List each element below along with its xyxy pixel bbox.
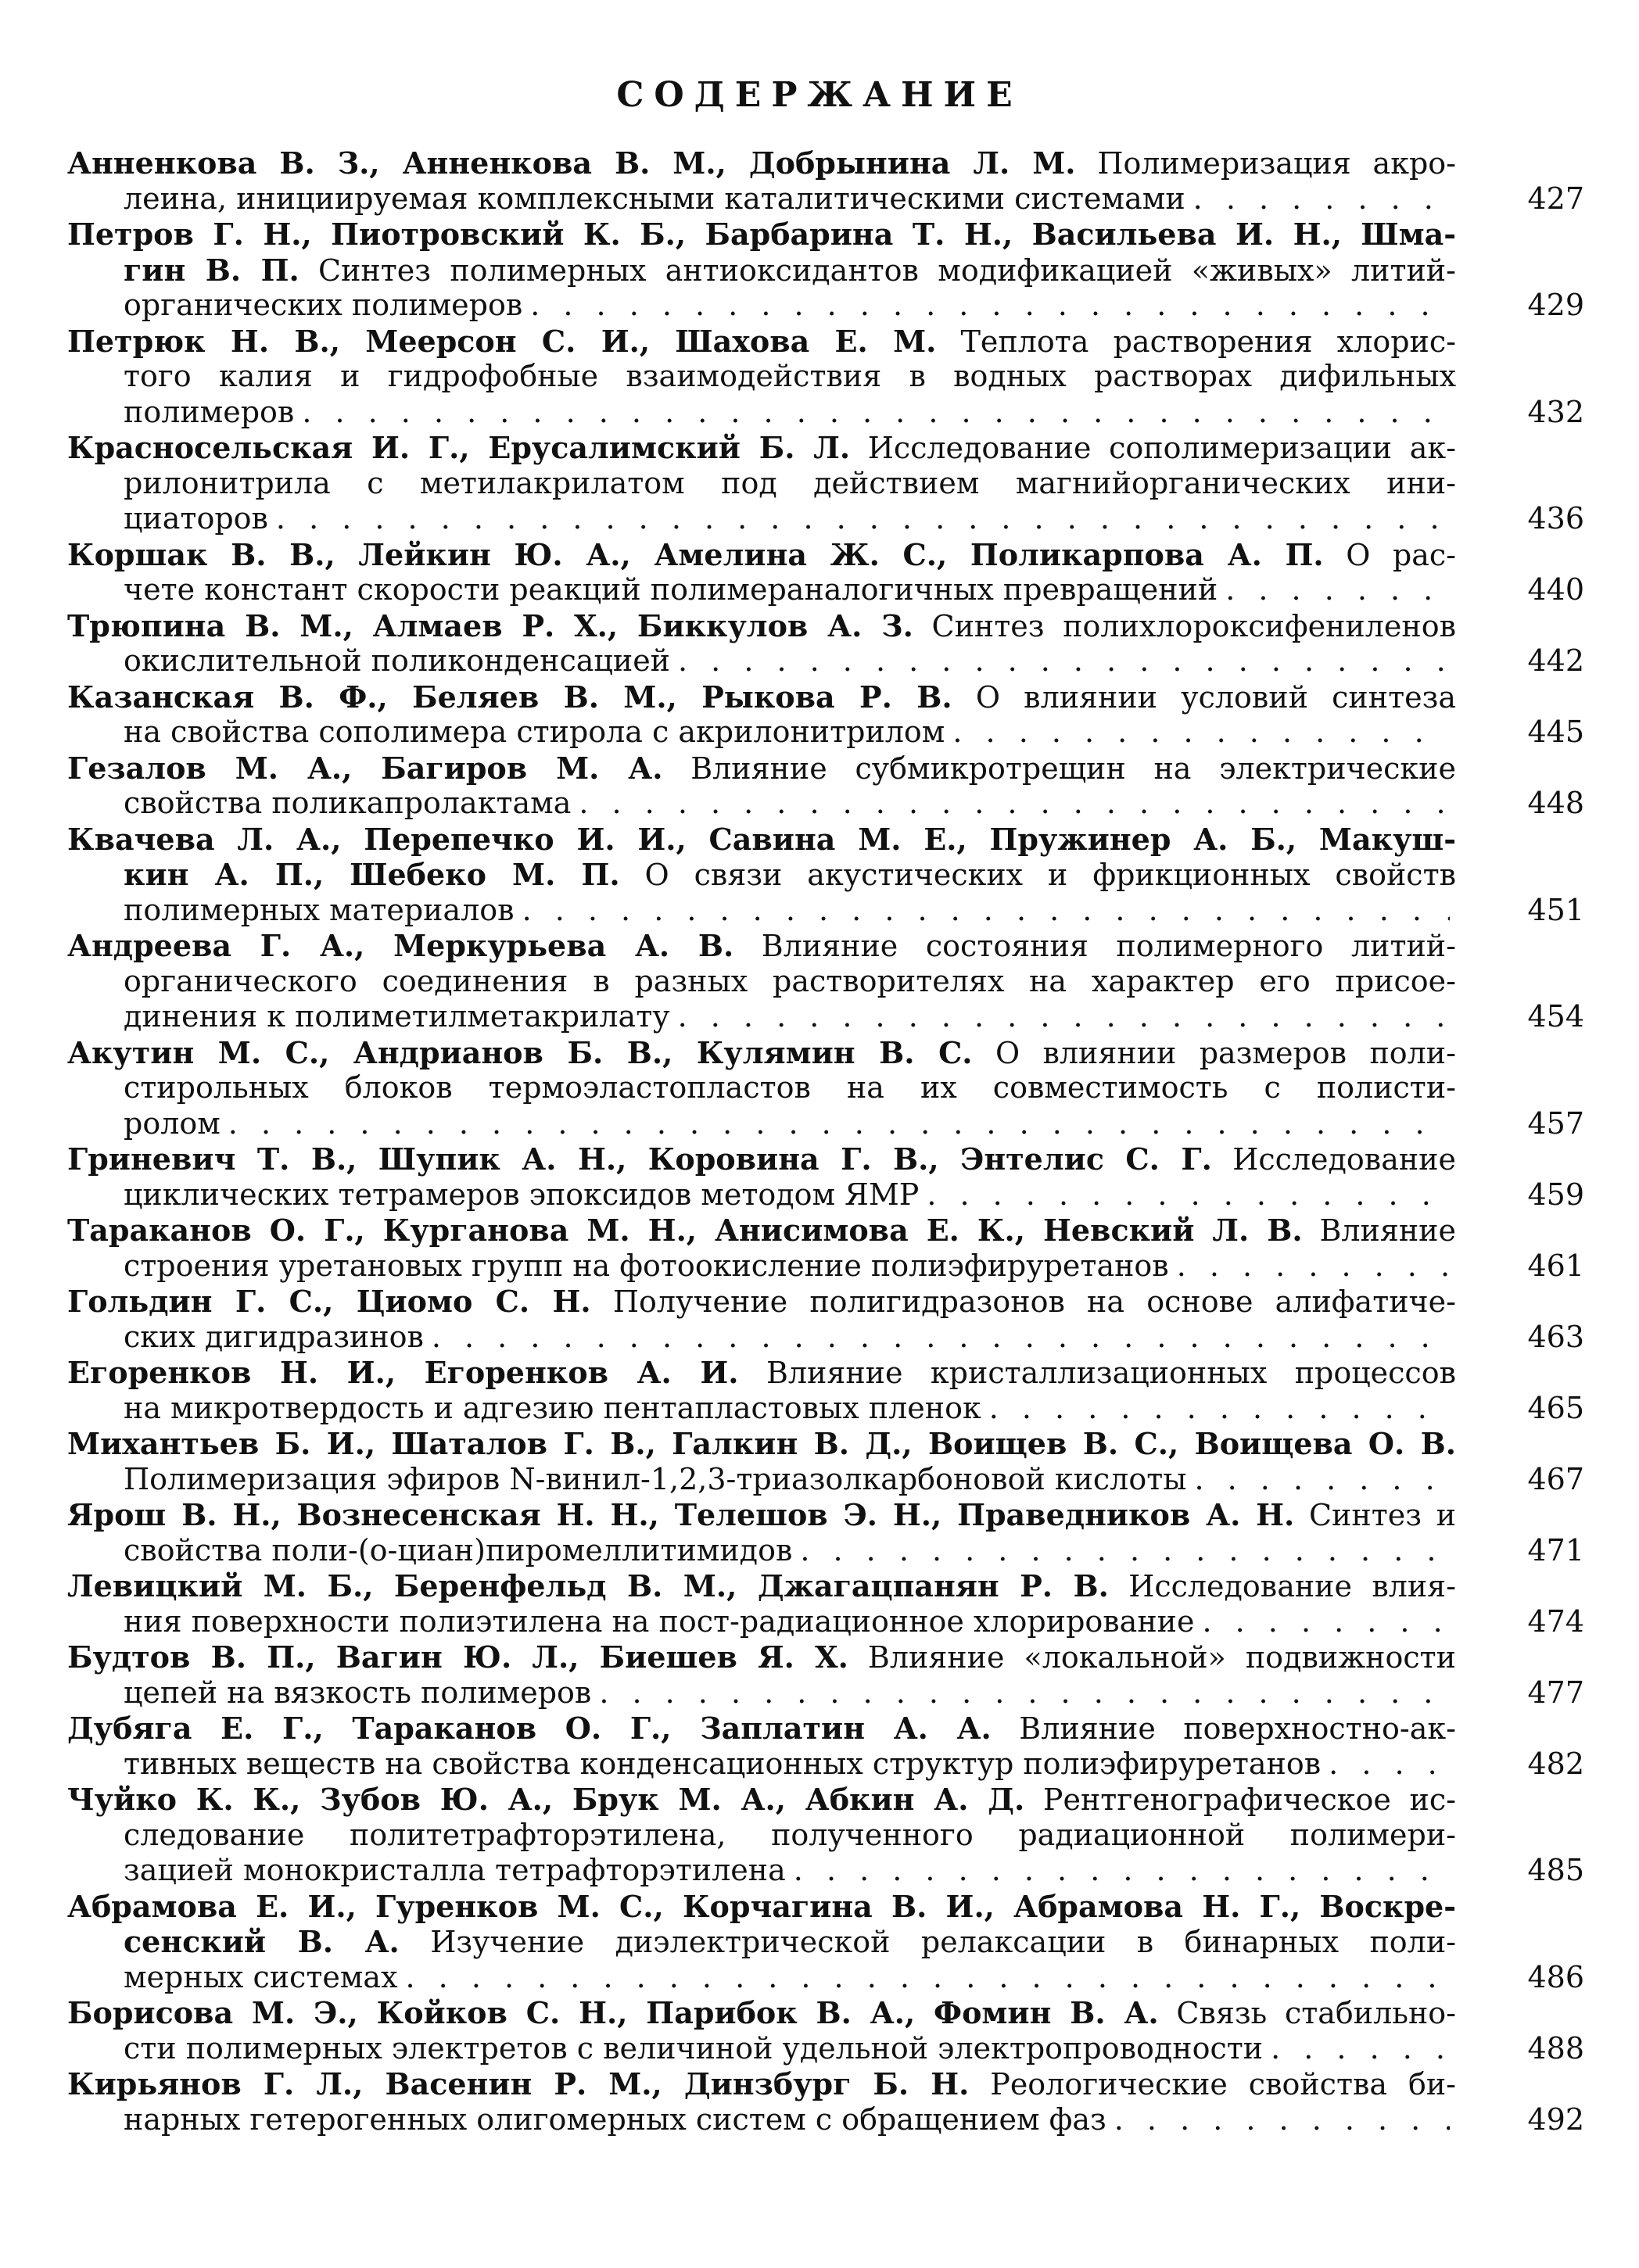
entry-title-text: зацией монокристалла тетрафторэтилена	[124, 1853, 786, 1887]
page-number: 461	[1527, 1248, 1584, 1283]
entry-title-text: ролом	[124, 1105, 221, 1141]
toc-line	[67, 857, 1584, 893]
entry-title-text: Теплота растворения хлорис-	[960, 324, 1456, 359]
page-number: 459	[1527, 1177, 1584, 1212]
toc-entry	[67, 1711, 1584, 1782]
toc-line	[67, 1426, 1584, 1462]
page-number: 474	[1527, 1603, 1584, 1639]
toc-line	[67, 537, 1584, 573]
toc-line	[67, 1675, 1584, 1711]
page-number: 429	[1527, 288, 1584, 322]
entry-authors: Красносельская И. Г., Ерусалимский Б. Л.	[67, 430, 851, 465]
entry-title-text: циаторов	[124, 501, 268, 536]
dot-leader	[989, 1391, 1450, 1427]
toc-line	[67, 395, 1584, 431]
entry-title-text: строения уретановых групп на фотоокисление полиэфируретанов	[124, 1248, 1169, 1283]
entry-title-text: Синтез полимерных антиоксидантов модификацией «живых» литий-	[318, 253, 1456, 288]
toc-line	[67, 822, 1584, 858]
toc-line	[67, 217, 1584, 253]
toc-line	[67, 1853, 1584, 1889]
entry-authors: Борисова М. Э., Койков С. Н., Парибок В. А., Фомин В. А.	[67, 1995, 1159, 2030]
toc-line	[67, 608, 1584, 644]
toc-line	[67, 1141, 1584, 1177]
page-number: 488	[1527, 2030, 1584, 2066]
dot-leader	[228, 1106, 1450, 1142]
entry-title-text: органического соединения в разных растворителях на характер его присое-	[124, 963, 1456, 998]
entry-title-text: О влиянии размеров поли-	[995, 1035, 1456, 1070]
entry-title-text: леина, инициируемая комплексными каталитическими системами	[124, 181, 1185, 216]
dot-leader	[1177, 1249, 1450, 1284]
dot-leader	[678, 999, 1450, 1035]
toc-entry	[67, 537, 1584, 608]
toc-entry	[67, 1497, 1584, 1568]
toc-entry	[67, 1995, 1584, 2066]
entry-authors: Гезалов М. А., Багиров М. А.	[67, 750, 663, 786]
toc-line	[67, 1106, 1584, 1142]
toc-line	[67, 1568, 1584, 1604]
toc-entry	[67, 822, 1584, 929]
dot-leader	[530, 288, 1450, 324]
entry-title-text: свойства поли-(о-циан)пиромеллитимидов	[124, 1532, 793, 1568]
toc-line	[67, 1320, 1584, 1356]
entry-title-text: Рентгенографическое ис-	[1042, 1783, 1456, 1817]
entry-title-text: стирольных блоков термоэластопластов на их совместимость с полисти-	[124, 1070, 1456, 1105]
toc-line	[67, 715, 1584, 751]
entry-title-text: О рас-	[1346, 537, 1456, 572]
toc-line	[67, 1782, 1584, 1818]
dot-leader	[794, 1853, 1450, 1889]
dot-leader	[1202, 1604, 1450, 1640]
toc-line	[67, 288, 1584, 324]
entry-authors: Гриневич Т. В., Шупик А. Н., Коровина Г. В., Энтелис С. Г.	[67, 1141, 1212, 1177]
dot-leader	[276, 501, 1450, 537]
page-number: 448	[1527, 786, 1584, 820]
toc-line	[67, 253, 1584, 288]
toc-entry	[67, 608, 1584, 679]
entry-title-text: О влиянии условий синтеза	[975, 679, 1456, 715]
toc-line	[67, 430, 1584, 466]
page-title: СОДЕРЖАНИЕ	[616, 75, 1023, 115]
toc-line	[67, 572, 1584, 608]
dot-leader	[522, 893, 1450, 929]
page-number: 442	[1527, 643, 1584, 678]
entry-title-text: полимерных материалов	[124, 892, 515, 927]
toc-entry	[67, 1355, 1584, 1426]
toc-line	[67, 786, 1584, 822]
entry-authors-cont: кин А. П., Шебеко М. П.	[124, 857, 620, 892]
entry-authors: Петров Г. Н., Пиотровский К. Б., Барбарина Т. Н., Васильева И. Н., Шма-	[67, 217, 1456, 252]
toc-line	[67, 1889, 1584, 1925]
entry-authors: Андреева Г. А., Меркурьева А. В.	[67, 928, 734, 963]
toc-line	[67, 1249, 1584, 1284]
entry-authors: Коршак В. В., Лейкин Ю. А., Амелина Ж. С., Поликарпова А. П.	[67, 536, 1324, 572]
entry-title-text: Исследование влия-	[1128, 1569, 1456, 1603]
toc-line	[67, 1639, 1584, 1675]
table-of-contents	[67, 145, 1584, 2137]
page-number: 482	[1527, 1746, 1584, 1781]
page-number: 451	[1527, 892, 1584, 927]
page-number: 492	[1527, 2101, 1584, 2137]
entry-authors: Абрамова Е. И., Гуренков М. С., Корчагина В. И., Абрамова Н. Г., Воскре-	[67, 1888, 1456, 1924]
entry-authors: Петрюк Н. В., Меерсон С. И., Шахова Е. М.	[67, 323, 937, 359]
dot-leader	[302, 395, 1450, 431]
page-number: 432	[1527, 394, 1584, 429]
entry-title-text: цепей на вязкость полимеров	[124, 1675, 592, 1710]
entry-title-text: динения к полиметилметакрилату	[124, 999, 670, 1034]
toc-entry	[67, 1426, 1584, 1497]
toc-line	[67, 751, 1584, 786]
page-number: 471	[1527, 1532, 1584, 1568]
entry-title-text: на микротвердость и адгезию пентапластовых пленок	[124, 1390, 981, 1425]
toc-entry	[67, 1568, 1584, 1639]
entry-authors: Чуйко К. К., Зубов Ю. А., Брук М. А., Абкин А. Д.	[67, 1782, 1025, 1817]
toc-entry	[67, 145, 1584, 217]
toc-line	[67, 181, 1584, 217]
entry-title-text: свойства поликапролактама	[124, 786, 572, 820]
page-number: 457	[1527, 1105, 1584, 1141]
toc-line	[67, 1284, 1584, 1320]
entry-authors: Левицкий М. Б., Беренфельд В. М., Джагацпанян Р. В.	[67, 1568, 1109, 1603]
dot-leader	[1194, 1462, 1450, 1498]
dot-leader	[579, 786, 1450, 822]
entry-title-text: окислительной поликонденсацией	[124, 643, 671, 678]
toc-line	[67, 928, 1584, 964]
dot-leader	[1329, 1747, 1450, 1783]
entry-title-text: Влияние состояния полимерного литий-	[761, 929, 1456, 963]
entry-authors: Егоренков Н. И., Егоренков А. И.	[67, 1355, 739, 1390]
page-number: 477	[1527, 1675, 1584, 1710]
toc-entry	[67, 2066, 1584, 2137]
page-number: 485	[1527, 1853, 1584, 1887]
toc-entry	[67, 679, 1584, 751]
page-number: 467	[1527, 1461, 1584, 1496]
toc-line	[67, 1818, 1584, 1854]
dot-leader	[927, 1177, 1450, 1213]
toc-line	[67, 1533, 1584, 1569]
entry-title-text: чете констант скорости реакций полимераналогичных превращений	[124, 572, 1218, 607]
toc-entry	[67, 1284, 1584, 1355]
entry-title-text: органических полимеров	[124, 288, 523, 322]
entry-authors-cont: сенский В. А.	[124, 1924, 400, 1959]
entry-title-text: Исследование сополимеризации ак-	[867, 431, 1456, 465]
dot-leader	[406, 1960, 1451, 1996]
entry-title-text: сти полимерных электретов с величиной удельной электропроводности	[124, 2030, 1264, 2066]
entry-authors: Кирьянов Г. Л., Васенин Р. М., Динзбург Б. Н.	[67, 2066, 970, 2101]
entry-authors: Дубяга Е. Г., Тараканов О. Г., Заплатин А. А.	[67, 1711, 992, 1746]
entry-title-text: ских дигидразинов	[124, 1319, 424, 1354]
toc-line	[67, 893, 1584, 929]
entry-authors: Трюпина В. М., Алмаев Р. Х., Биккулов А. З.	[67, 607, 913, 643]
entry-title-text: Реологические свойства би-	[990, 2067, 1456, 2101]
toc-line	[67, 679, 1584, 715]
toc-line	[67, 1604, 1584, 1640]
toc-entry	[67, 1035, 1584, 1142]
dot-leader	[432, 1320, 1450, 1356]
toc-entry	[67, 430, 1584, 537]
toc-line	[67, 1355, 1584, 1391]
entry-authors: Анненкова В. З., Анненкова В. М., Добрынина Л. М.	[67, 145, 1076, 181]
toc-line	[67, 1747, 1584, 1783]
toc-line	[67, 1995, 1584, 2031]
entry-title-text: Влияние «локальной» подвижности	[867, 1640, 1456, 1675]
entry-title-text: циклических тетрамеров эпоксидов методом ЯМР	[124, 1177, 920, 1212]
dot-leader	[678, 643, 1450, 679]
entry-title-text: нарных гетерогенных олигомерных систем с обращением фаз	[124, 2101, 1106, 2137]
entry-authors: Казанская В. Ф., Беляев В. М., Рыкова Р. В.	[67, 679, 952, 715]
toc-entry	[67, 928, 1584, 1035]
toc-entry	[67, 324, 1584, 431]
dot-leader	[800, 1533, 1450, 1569]
page-number: 463	[1527, 1319, 1584, 1354]
toc-entry	[67, 1213, 1584, 1284]
entry-title-text: Синтез и	[1308, 1498, 1456, 1532]
toc-line	[67, 964, 1584, 1000]
page-number: 454	[1527, 999, 1584, 1034]
page-number: 465	[1527, 1390, 1584, 1425]
page-number: 436	[1527, 501, 1584, 536]
toc-line	[67, 2031, 1584, 2067]
entry-title-text: тивных веществ на свойства конденсационных структур полиэфируретанов	[124, 1746, 1322, 1781]
toc-line	[67, 643, 1584, 679]
page-number: 445	[1527, 715, 1584, 749]
toc-entry	[67, 1141, 1584, 1213]
toc-entry	[67, 1889, 1584, 1996]
toc-line	[67, 1497, 1584, 1533]
entry-title-text: Влияние кристаллизационных процессов	[766, 1356, 1456, 1390]
entry-title-text: О связи акустических и фрикционных свойств	[644, 858, 1456, 892]
dot-leader	[1193, 181, 1450, 217]
dot-leader	[1271, 2031, 1450, 2067]
toc-line	[67, 2066, 1584, 2102]
entry-authors: Тараканов О. Г., Курганова М. Н., Анисимова Е. К., Невский Л. В.	[67, 1213, 1303, 1248]
toc-line	[67, 1391, 1584, 1427]
entry-title-text: рилонитрила с метилакрилатом под действием магнийорганических ини-	[124, 465, 1456, 500]
page-number: 486	[1527, 1959, 1584, 1994]
toc-entry	[67, 217, 1584, 324]
toc-line	[67, 359, 1584, 395]
toc-line	[67, 1213, 1584, 1249]
entry-authors: Акутин М. С., Андрианов Б. В., Кулямин В. С.	[67, 1034, 973, 1070]
toc-line	[67, 999, 1584, 1035]
toc-entry	[67, 751, 1584, 822]
entry-title-text: следование политетрафторэтилена, полученного радиационной полимери-	[124, 1817, 1456, 1852]
dot-leader	[952, 715, 1450, 751]
toc-line	[67, 1177, 1584, 1213]
toc-line	[67, 1462, 1584, 1498]
entry-title-text: Получение полигидразонов на основе алифатиче-	[612, 1284, 1456, 1319]
page-number: 427	[1527, 181, 1584, 216]
toc-line	[67, 1070, 1584, 1106]
entry-title-text: Полимеризация акро-	[1097, 146, 1456, 181]
entry-title-text: Влияние	[1319, 1213, 1456, 1248]
toc-line	[67, 501, 1584, 537]
toc-line	[67, 1711, 1584, 1747]
entry-authors: Будтов В. П., Вагин Ю. Л., Биешев Я. Х.	[67, 1639, 848, 1675]
dot-leader	[599, 1675, 1450, 1711]
entry-authors: Гольдин Г. С., Циомо С. Н.	[67, 1284, 591, 1319]
entry-title-text: Исследование	[1232, 1142, 1456, 1177]
entry-title-text: Полимеризация эфиров N-винил-1,2,3-триазолкарбоновой кислоты	[124, 1461, 1187, 1496]
entry-authors-cont: гин В. П.	[124, 252, 299, 288]
entry-title-text: ния поверхности полиэтилена на пост-радиационное хлорирование	[124, 1603, 1195, 1639]
entry-title-text: на свойства сополимера стирола с акрилонитрилом	[124, 715, 945, 749]
entry-authors: Михантьев Б. И., Шаталов Г. В., Галкин В. Д., Воищев В. С., Воищева О. В.	[67, 1426, 1456, 1461]
entry-title-text: мерных системах	[124, 1959, 398, 1994]
dot-leader	[1114, 2102, 1450, 2138]
entry-title-text: Связь стабильно-	[1176, 1996, 1456, 2030]
toc-line	[67, 466, 1584, 502]
toc-entry	[67, 1639, 1584, 1711]
entry-authors: Квачева Л. А., Перепечко И. И., Савина М. Е., Пружинер А. Б., Макуш-	[67, 821, 1456, 857]
toc-line	[67, 2102, 1584, 2138]
page-number: 440	[1527, 572, 1584, 607]
entry-title-text: полимеров	[124, 394, 295, 429]
entry-authors: Ярош В. Н., Вознесенская Н. Н., Телешов Э. Н., Праведников А. Н.	[67, 1497, 1295, 1532]
toc-line	[67, 1960, 1584, 1996]
entry-title-text: Влияние поверхностно-ак-	[1019, 1711, 1456, 1746]
toc-entry	[67, 1782, 1584, 1889]
toc-line	[67, 1035, 1584, 1071]
dot-leader	[1225, 572, 1450, 608]
toc-line	[67, 1924, 1584, 1960]
toc-line	[67, 324, 1584, 360]
toc-line	[67, 145, 1584, 181]
entry-title-text: Изучение диэлектрической релаксации в бинарных поли-	[430, 1925, 1456, 1959]
entry-title-text: того калия и гидрофобные взаимодействия в водных растворах дифильных	[124, 359, 1456, 393]
entry-title-text: Синтез полихлороксифениленов	[931, 608, 1456, 643]
entry-title-text: Влияние субмикротрещин на электрические	[690, 751, 1456, 786]
